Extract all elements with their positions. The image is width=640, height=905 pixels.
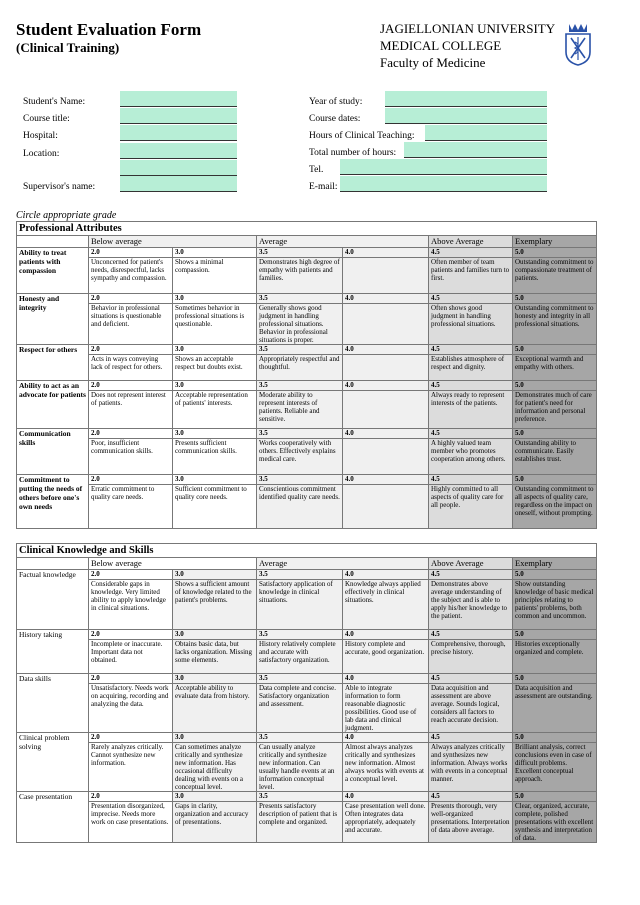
grade-30[interactable]: 3.0 (173, 248, 257, 258)
grade-35[interactable]: 3.5 (257, 345, 343, 355)
descriptor-40: Able to integrate information to form reasonable diagnostic possibilities. Good use of lab data and clinical judgment. (343, 684, 429, 733)
descriptor-40 (343, 304, 429, 345)
descriptor-30: Shows a sufficient amount of knowledge related to the patient's problems. (173, 580, 257, 630)
grade-20[interactable]: 2.0 (89, 294, 173, 304)
label-location: Location: (23, 149, 60, 159)
grade-30[interactable]: 3.0 (173, 733, 257, 743)
descriptor-45: Often shows good judgment in handling professional situations. (429, 304, 513, 345)
grade-20[interactable]: 2.0 (89, 630, 173, 640)
descriptor-20: Acts in ways conveying lack of respect for others. (89, 355, 173, 381)
year-of-study-input[interactable] (385, 91, 547, 107)
label-student-name: Student's Name: (23, 97, 86, 107)
grade-30[interactable]: 3.0 (173, 570, 257, 580)
tel-input[interactable] (340, 159, 547, 175)
label-course-dates: Course dates: (309, 114, 361, 124)
grade-20[interactable]: 2.0 (89, 248, 173, 258)
label-course-title: Course title: (23, 114, 70, 124)
descriptor-30: Presents sufficient communication skills. (173, 439, 257, 475)
university-line-1: JAGIELLONIAN UNIVERSITY (380, 21, 556, 36)
descriptor-30: Can sometimes analyze critically and synthesize new information. Has occasional difficulty dealing with events on a conceptual level. (173, 743, 257, 792)
grade-20[interactable]: 2.0 (89, 345, 173, 355)
label-supervisor-name: Supervisor's name: (23, 182, 96, 192)
grade-45[interactable]: 4.5 (429, 381, 513, 391)
descriptor-45: Highly committed to all aspects of quality care for all people. (429, 485, 513, 529)
grade-35[interactable]: 3.5 (257, 792, 343, 802)
grade-50[interactable]: 5.0 (513, 248, 597, 258)
student-name-input[interactable] (120, 91, 237, 107)
descriptor-30: Gaps in clarity, organization and accuracy of presentations. (173, 802, 257, 843)
grade-30[interactable]: 3.0 (173, 294, 257, 304)
university-line-2: MEDICAL COLLEGE (380, 38, 502, 53)
grade-45[interactable]: 4.5 (429, 570, 513, 580)
criterion-label: Factual knowledge (17, 570, 89, 630)
grade-20[interactable]: 2.0 (89, 570, 173, 580)
supervisor-name-input[interactable] (120, 176, 237, 192)
grade-20[interactable]: 2.0 (89, 733, 173, 743)
descriptor-30: Acceptable ability to evaluate data from history. (173, 684, 257, 733)
descriptor-50: Data acquisition and assessment are outstanding. (513, 684, 597, 733)
course-title-input[interactable] (120, 108, 237, 124)
label-tel: Tel. (309, 165, 324, 175)
grade-30[interactable]: 3.0 (173, 674, 257, 684)
instruction-text: Circle appropriate grade (16, 210, 117, 221)
descriptor-45: Demonstrates above average understanding of the subject and is able to apply his/her knowledge to the patient. (429, 580, 513, 630)
grade-50[interactable]: 5.0 (513, 630, 597, 640)
grade-45[interactable]: 4.5 (429, 674, 513, 684)
descriptor-45: Establishes atmosphere of respect and dignity. (429, 355, 513, 381)
descriptor-35: Moderate ability to represent interests of patients. Reliable and sensitive. (257, 391, 343, 429)
grade-30[interactable]: 3.0 (173, 345, 257, 355)
level-below-average: Below average (89, 236, 257, 248)
descriptor-45: Data acquisition and assessment are above average. Sounds logical, considers all factors to reach accurate decision. (429, 684, 513, 733)
university-line-3: Faculty of Medicine (380, 55, 486, 70)
descriptor-20: Does not represent interest of patients. (89, 391, 173, 429)
descriptor-50: Outstanding commitment to honesty and integrity in all professional situations. (513, 304, 597, 345)
grade-30[interactable]: 3.0 (173, 475, 257, 485)
level-average: Average (257, 236, 429, 248)
descriptor-30: Obtains basic data, but lacks organization. Missing some elements. (173, 640, 257, 674)
grade-20[interactable]: 2.0 (89, 475, 173, 485)
descriptor-40 (343, 355, 429, 381)
course-dates-input[interactable] (385, 108, 547, 124)
label-email: E-mail: (309, 182, 338, 192)
label-year-of-study: Year of study: (309, 97, 363, 107)
descriptor-40 (343, 258, 429, 294)
descriptor-35: Appropriately respectful and thoughtful. (257, 355, 343, 381)
descriptor-20: Presentation disorganized, imprecise. Needs more work on case presentations. (89, 802, 173, 843)
grade-35[interactable]: 3.5 (257, 475, 343, 485)
label-hospital: Hospital: (23, 131, 58, 141)
grade-35[interactable]: 3.5 (257, 630, 343, 640)
grade-30[interactable]: 3.0 (173, 381, 257, 391)
grade-45[interactable]: 4.5 (429, 630, 513, 640)
grade-50[interactable]: 5.0 (513, 429, 597, 439)
descriptor-30: Shows a minimal compassion. (173, 258, 257, 294)
criterion-label: Case presentation (17, 792, 89, 843)
descriptor-35: History relatively complete and accurate with satisfactory organization. (257, 640, 343, 674)
descriptor-35: Generally shows good judgment in handling professional situations. Behavior in professional situations is proper. (257, 304, 343, 345)
professional-attributes-table (16, 221, 597, 529)
grade-45[interactable]: 4.5 (429, 792, 513, 802)
criterion-label: Respect for others (17, 345, 89, 381)
descriptor-30: Acceptable representation of patients' interests. (173, 391, 257, 429)
grade-50[interactable]: 5.0 (513, 733, 597, 743)
descriptor-20: Poor, insufficient communication skills. (89, 439, 173, 475)
descriptor-20: Erratic commitment to quality care needs. (89, 485, 173, 529)
descriptor-20: Unsatisfactory. Needs work on acquiring, recording and analyzing the data. (89, 684, 173, 733)
descriptor-50: Demonstrates much of care for patient's need for information and personal preference. (513, 391, 597, 429)
grade-35[interactable]: 3.5 (257, 248, 343, 258)
grade-30[interactable]: 3.0 (173, 792, 257, 802)
form-title: Student Evaluation Form (16, 20, 202, 39)
grade-40[interactable]: 4.0 (343, 294, 429, 304)
criterion-label: Data skills (17, 674, 89, 733)
criterion-label: Commitment to putting the needs of others before one's own needs (17, 475, 89, 529)
descriptor-20: Unconcerned for patient's needs, disrespectful, lacks sympathy and compassion. (89, 258, 173, 294)
criterion-label: Communication skills (17, 429, 89, 475)
descriptor-50: Outstanding ability to communicate. Easily establishes trust. (513, 439, 597, 475)
grade-40[interactable]: 4.0 (343, 674, 429, 684)
descriptor-35: Conscientious commitment identified quality care needs. (257, 485, 343, 529)
location-input[interactable] (120, 143, 237, 159)
email-input[interactable] (340, 176, 547, 192)
label-hours-clinical: Hours of Clinical Teaching: (309, 131, 415, 141)
grade-50[interactable]: 5.0 (513, 294, 597, 304)
descriptor-45: Often member of team patients and families turn to first. (429, 258, 513, 294)
descriptor-20: Incomplete or inaccurate. Important data not obtained. (89, 640, 173, 674)
descriptor-50: Exceptional warmth and empathy with others. (513, 355, 597, 381)
criterion-label: History taking (17, 630, 89, 674)
grade-45[interactable]: 4.5 (429, 294, 513, 304)
descriptor-40: Almost always analyzes critically and synthesizes new information. Almost always works with events at a conceptual level. (343, 743, 429, 792)
descriptor-45: Always ready to represent interests of the patients. (429, 391, 513, 429)
location-input-2[interactable] (120, 160, 237, 176)
grade-30[interactable]: 3.0 (173, 429, 257, 439)
grade-35[interactable]: 3.5 (257, 674, 343, 684)
criterion-label: Clinical problem solving (17, 733, 89, 792)
grade-40[interactable]: 4.0 (343, 733, 429, 743)
descriptor-40: Knowledge always applied effectively in clinical situations. (343, 580, 429, 630)
descriptor-50: Show outstanding knowledge of basic medical principles relating to patients' problems, both common and uncommon. (513, 580, 597, 630)
grade-40[interactable]: 4.0 (343, 248, 429, 258)
grade-35[interactable]: 3.5 (257, 294, 343, 304)
grade-40[interactable]: 4.0 (343, 429, 429, 439)
descriptor-50: Brilliant analysis, correct conclusions even in case of difficult problems. Excellent conceptual approach. (513, 743, 597, 792)
descriptor-50: Histories exceptionally organized and complete. (513, 640, 597, 674)
grade-45[interactable]: 4.5 (429, 248, 513, 258)
level-above-average-2: Above Average (429, 558, 513, 570)
level-exemplary-2: Exemplary (513, 558, 597, 570)
grade-40[interactable]: 4.0 (343, 381, 429, 391)
descriptor-40 (343, 485, 429, 529)
grade-20[interactable]: 2.0 (89, 429, 173, 439)
descriptor-30: Sufficient commitment to quality core needs. (173, 485, 257, 529)
descriptor-35: Works cooperatively with others. Effectively explains medical care. (257, 439, 343, 475)
grade-20[interactable]: 2.0 (89, 674, 173, 684)
descriptor-30: Sometimes behavior in professional situations is questionable. (173, 304, 257, 345)
grade-50[interactable]: 5.0 (513, 570, 597, 580)
grade-45[interactable]: 4.5 (429, 733, 513, 743)
grade-35[interactable]: 3.5 (257, 429, 343, 439)
clinical-knowledge-table (16, 543, 597, 843)
level-below-average-2: Below average (89, 558, 257, 570)
descriptor-50: Outstanding commitment to all aspects of quality care, regardless on the impact on oneself, without prompting. (513, 485, 597, 529)
grade-30[interactable]: 3.0 (173, 630, 257, 640)
level-above-average: Above Average (429, 236, 513, 248)
section-title-professional: Professional Attributes (17, 222, 597, 236)
grade-40[interactable]: 4.0 (343, 475, 429, 485)
hours-clinical-input[interactable] (425, 125, 547, 141)
form-subtitle: (Clinical Training) (16, 40, 120, 55)
descriptor-20: Rarely analyzes critically. Cannot synthesize new information. (89, 743, 173, 792)
descriptor-30: Shows an acceptable respect but doubts exist. (173, 355, 257, 381)
descriptor-45: Presents thorough, very well-organized presentations. Interpretation of data above average. (429, 802, 513, 843)
descriptor-40: Case presentation well done. Often integrates data appropriately, adequately and accurate. (343, 802, 429, 843)
grade-40[interactable]: 4.0 (343, 570, 429, 580)
grade-35[interactable]: 3.5 (257, 381, 343, 391)
descriptor-35: Data complete and concise. Satisfactory organization and assessment. (257, 684, 343, 733)
university-name (380, 20, 555, 71)
grade-20[interactable]: 2.0 (89, 792, 173, 802)
grade-50[interactable]: 5.0 (513, 792, 597, 802)
descriptor-40: History complete and accurate, good organization. (343, 640, 429, 674)
descriptor-45: A highly valued team member who promotes cooperation among others. (429, 439, 513, 475)
descriptor-35: Presents satisfactory description of patient that is complete and organized. (257, 802, 343, 843)
university-crest-icon (563, 22, 593, 66)
descriptor-35: Demonstrates high degree of empathy with patients and families. (257, 258, 343, 294)
level-exemplary: Exemplary (513, 236, 597, 248)
criterion-label: Ability to treat patients with compassion (17, 248, 89, 294)
level-average-2: Average (257, 558, 429, 570)
grade-35[interactable]: 3.5 (257, 570, 343, 580)
grade-50[interactable]: 5.0 (513, 345, 597, 355)
grade-40[interactable]: 4.0 (343, 630, 429, 640)
descriptor-35: Satisfactory application of knowledge in clinical situations. (257, 580, 343, 630)
descriptor-40 (343, 391, 429, 429)
descriptor-50: Clear, organized, accurate, complete, polished presentations with excellent synthesis and interpretation of data. (513, 802, 597, 843)
grade-45[interactable]: 4.5 (429, 345, 513, 355)
grade-50[interactable]: 5.0 (513, 381, 597, 391)
criterion-label: Ability to act as an advocate for patients (17, 381, 89, 429)
grade-45[interactable]: 4.5 (429, 475, 513, 485)
descriptor-50: Outstanding commitment to compassionate treatment of patients. (513, 258, 597, 294)
grade-50[interactable]: 5.0 (513, 475, 597, 485)
label-total-hours: Total number of hours: (309, 148, 397, 158)
hospital-input[interactable] (120, 125, 237, 141)
grade-40[interactable]: 4.0 (343, 345, 429, 355)
descriptor-20: Behavior in professional situations is questionable and deficient. (89, 304, 173, 345)
descriptor-35: Can usually analyze critically and synthesize new information. Can usually handle events at an information conceptual level. (257, 743, 343, 792)
descriptor-20: Considerable gaps in knowledge. Very limited ability to apply knowledge in clinical situations. (89, 580, 173, 630)
criterion-label: Honesty and integrity (17, 294, 89, 345)
grade-50[interactable]: 5.0 (513, 674, 597, 684)
grade-35[interactable]: 3.5 (257, 733, 343, 743)
section-title-clinical: Clinical Knowledge and Skills (17, 544, 597, 558)
grade-20[interactable]: 2.0 (89, 381, 173, 391)
grade-40[interactable]: 4.0 (343, 792, 429, 802)
total-hours-input[interactable] (404, 142, 547, 158)
descriptor-45: Comprehensive, thorough, precise history. (429, 640, 513, 674)
descriptor-45: Always analyzes critically and synthesizes new information. Always works with events in a conceptual manner. (429, 743, 513, 792)
grade-45[interactable]: 4.5 (429, 429, 513, 439)
descriptor-40 (343, 439, 429, 475)
